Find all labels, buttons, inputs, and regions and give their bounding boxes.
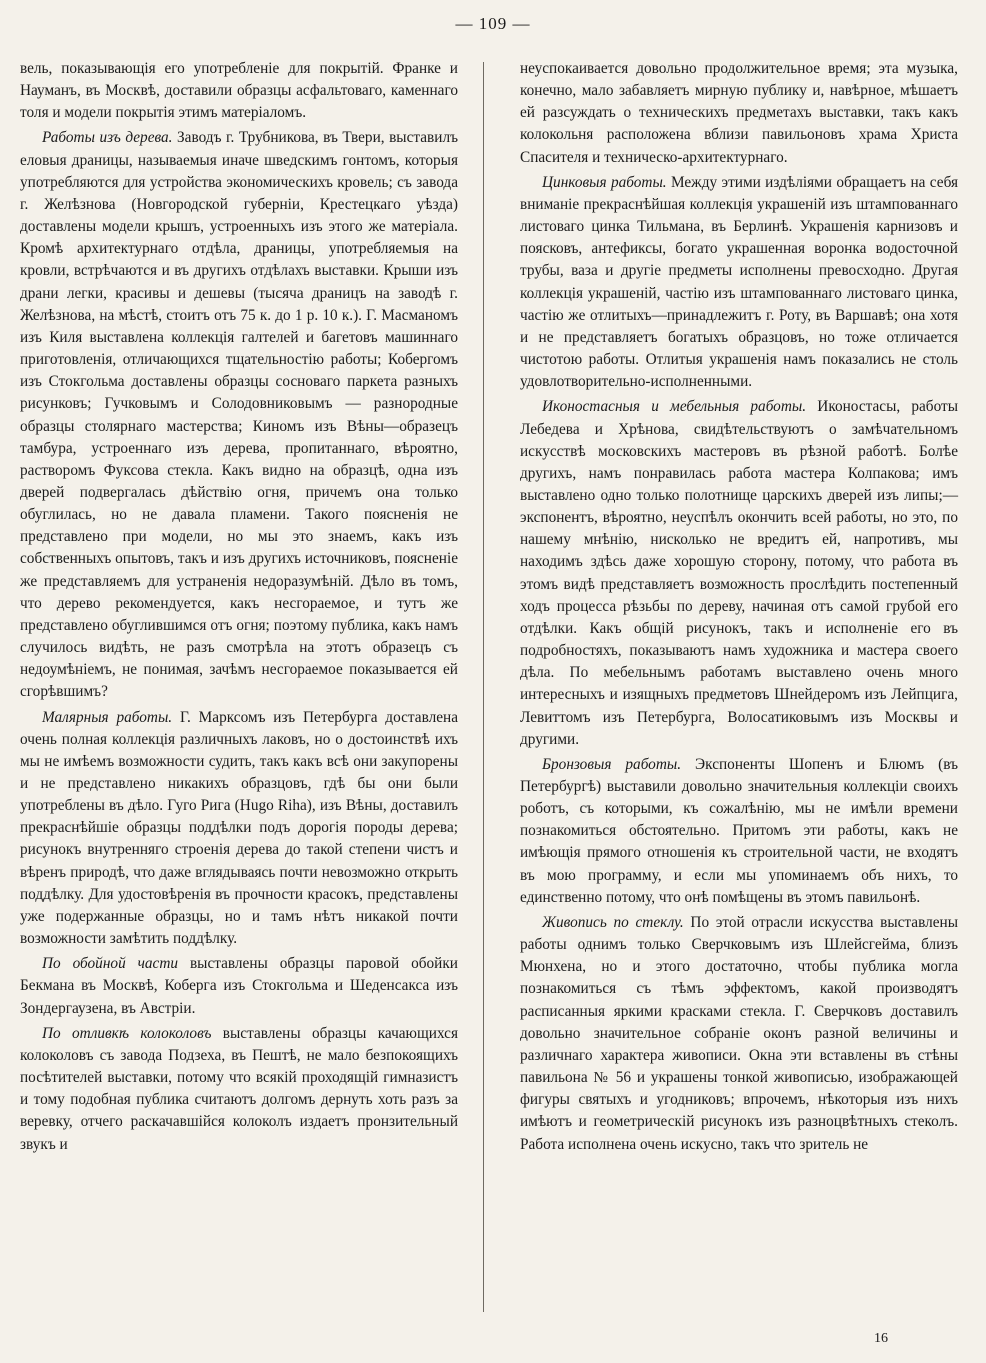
section-heading: Бронзовыя работы. bbox=[542, 755, 682, 773]
paragraph bbox=[20, 58, 458, 124]
section-heading: По отливкѣ колоколовъ bbox=[42, 1024, 212, 1042]
paragraph bbox=[20, 707, 458, 951]
paragraph-text: выставлены образцы качающихся колоколовъ съ завода Подзеха, въ Пештѣ, не мало безпокоящихъ посѣтителей выставки, потому что всякій проходящій гимназистъ и тому подобная публика считаютъ долгомъ дернуть хоть разъ за веревку, отчего раскачавшійся колоколъ издаетъ пронзительный звукъ и bbox=[20, 1024, 458, 1153]
paragraph-text: По этой отрасли искусства выставлены работы однимъ только Сверчковымъ изъ Шлейсгейма, близъ Мюнхена, но и этого достаточно, чтобы публика могла познакомиться съ тѣмъ эффектомъ, какой производятъ расписанныя яркими красками стекла. Г. Сверчковъ доставилъ довольно значительное собраніе оконъ разной величины и различнаго характера живописи. Окна эти вставлены въ стѣны павильона № 56 и украшены тонкой живописью, изображающей фигуры святыхъ и угодниковъ; впрочемъ, нѣкоторыя изъ нихъ имѣютъ и геометрическій рисунокъ изъ разноцвѣтныхъ стеколъ. Работа исполнена очень искусно, такъ что зритель не bbox=[520, 913, 958, 1153]
section-heading: Малярныя работы. bbox=[42, 708, 173, 726]
section-heading: Цинковыя работы. bbox=[542, 173, 667, 191]
paragraph bbox=[20, 127, 458, 703]
paragraph-text: неуспокаивается довольно продолжительное время; эта музыка, конечно, мало забавляетъ мирную публику и, навѣрное, мѣшаетъ ей разсуждать о техническихъ предметахъ выставки, такъ какъ колокольня расположена вблизи павильоновъ храма Христа Спасителя и техническо-архитектурнаго. bbox=[520, 60, 958, 166]
page-number: — 109 — bbox=[455, 14, 531, 33]
paragraph bbox=[520, 754, 958, 909]
paragraph bbox=[520, 172, 958, 394]
paragraph-text: вель, показывающія его употребленіе для покрытій. Франке и Науманъ, въ Москвѣ, доставили образцы асфальтоваго, каменнаго толя и модели покрытія этимъ матеріаломъ. bbox=[20, 60, 458, 122]
section-heading: Иконостасныя и мебельныя работы. bbox=[542, 398, 807, 416]
paragraph-text: выставлены образцы паровой обойки Бекмана въ Москвѣ, Коберга изъ Стокгольма и Шеденсакса изъ Зондергаузена, въ Австріи. bbox=[20, 955, 458, 1017]
section-heading: Живопись по стеклу. bbox=[542, 913, 684, 931]
paragraph-text: Заводъ г. Трубникова, въ Твери, выставилъ еловыя драницы, называемыя иначе шведскимъ гонтомъ, которыя употребляются для устройства экономическихъ кровель; съ завода г. Желѣзнова (Новгородской губерніи, Крестецкаго уѣзда) доставлены модели крышъ, устроенныхъ изъ этого же матеріала. Кромѣ архитектурнаго отдѣла, драницы, употребляемыя на кровли, встрѣчаются и въ другихъ отдѣлахъ выставки. Крыши изъ драни легки, красивы и дешевы (тысяча драницъ на заводѣ г. Желѣзнова, на мѣстѣ, стоитъ отъ 75 к. до 1 р. 10 к.). Г. Масманомъ изъ Киля выставлена коллекція галтелей и багетовъ машиннаго приготовленія, отличающихся тщательностію работы; Кобергомъ изъ Стокгольма доставлены образцы сосноваго паркета разныхъ рисунковъ; Гучковымъ и Солодовниковымъ — разнородные образцы столярнаго мастерства; Киномъ изъ Вѣны—образецъ тамбура, устроеннаго изъ дерева, пропитаннаго, вѣроятно, растворомъ Фуксова стекла. Какъ видно на образцѣ, одна изъ дверей подвергалась дѣйствію огня, причемъ она только обуглилась, но не давала пламени. Такого поясненія не представлено при модели, но мы это знаемъ, какъ изъ собственныхъ опытовъ, такъ и изъ другихъ источниковъ, поясненіе же представляемъ для устраненія недоразумѣній. Дѣло въ томъ, что дерево рекомендуется, какъ несгораемое, и тутъ же представлено обуглившимся отъ огня; поэтому публика, какъ намъ случилось видѣть, не разъ смотрѣла на этотъ образецъ съ недоумѣніемъ, не понимая, зачѣмъ несгораемое показывается ей сгорѣвшимъ? bbox=[20, 129, 458, 701]
paragraph bbox=[20, 953, 458, 1019]
paragraph-text: Иконостасы, работы Лебедева и Хрѣнова, свидѣтельствуютъ о замѣчательномъ искусствѣ московскихъ мастеровъ въ рѣзной работѣ. Болѣе другихъ, намъ понравилась работа мастера Колпакова; имъ выставлено одно только полотнище царскихъ дверей изъ липы;—экспонентъ, вѣроятно, неуспѣлъ окончить всей работы, но это, по нашему мнѣнію, нисколько не вредитъ ей, напротивъ, мы находимъ здѣсь даже хорошую сторону, потому, что работа въ этомъ видѣ представляетъ возможность прослѣдить постепенный ходъ процесса рѣзьбы по дереву, начиная отъ самой грубой его отдѣлки. Какъ общій рисунокъ, такъ и исполненіе его въ подробностяхъ, показываютъ намъ художника и мастера своего дѣла. По мебельнымъ работамъ выставлено очень много интересныхъ и изящныхъ предметовъ Шнейдеромъ изъ Лейпцига, Левиттомъ изъ Петербурга, Волосатиковымъ изъ Москвы и другими. bbox=[520, 398, 959, 748]
paragraph bbox=[20, 1023, 458, 1156]
paragraph-text: Экспоненты Шопенъ и Блюмъ (въ Петербургѣ) выставили довольно значительныя коллекціи своихъ роботъ, съ которыми, къ сожалѣнію, мы не имѣли времени познакомиться обстоятельно. Притомъ эти работы, какъ не имѣющія прямого отношенія къ строительной части, не входятъ въ мою программу, и если мы упоминаемъ объ нихъ, то единственно потому, что онѣ помѣщены въ этомъ павильонѣ. bbox=[520, 755, 959, 906]
right-column bbox=[520, 58, 958, 1156]
signature-mark: 16 bbox=[874, 1331, 888, 1346]
paragraph-text: Г. Марксомъ изъ Петербурга доставлена очень полная коллекція различныхъ лаковъ, но о достоинствѣ ихъ мы не имѣемъ возможности судить, такъ какъ всѣ они закупорены и не представлено никакихъ образцовъ, гдѣ бы они были употреблены въ дѣло. Гуго Рига (Hugo Riha), изъ Вѣны, доставилъ прекраснѣйшіе образцы поддѣлки подъ дорогія породы дерева; рисунокъ внутренняго строенія дерева до такой степени чистъ и вѣренъ природѣ, что даже вглядываясь почти невозможно открыть поддѣлку. Для удостовѣренія въ прочности красокъ, представлены уже подержанные образцы, но и тамъ нѣтъ никакой почти возможности замѣтить поддѣлку. bbox=[20, 708, 458, 948]
column-divider bbox=[483, 62, 484, 1312]
paragraph bbox=[520, 396, 958, 751]
paragraph-text: Между этими издѣліями обращаетъ на себя вниманіе прекраснѣйшая коллекція украшеній изъ штампованнаго листоваго цинка Тильмана, въ Берлинѣ. Украшенія карнизовъ и поясковъ, антефиксы, богато украшенная воронка водосточной трубы, ваза и другіе предметы исполнены превосходно. Другая коллекція украшеній, частію изъ штампованнаго листоваго цинка, частію же отлитыхъ—принадлежитъ г. Роту, въ Варшавѣ; она хотя и не представляетъ богатыхъ образцовъ, но тоже отличается чистотою работы. Отлитыя украшенія намъ показались не столь удовлотворительно-исполненными. bbox=[520, 173, 959, 391]
section-heading: Работы изъ дерева. bbox=[42, 129, 173, 147]
paragraph bbox=[520, 912, 958, 1156]
left-column bbox=[20, 58, 458, 1156]
paragraph bbox=[520, 58, 958, 169]
section-heading: По обойной части bbox=[42, 955, 179, 973]
